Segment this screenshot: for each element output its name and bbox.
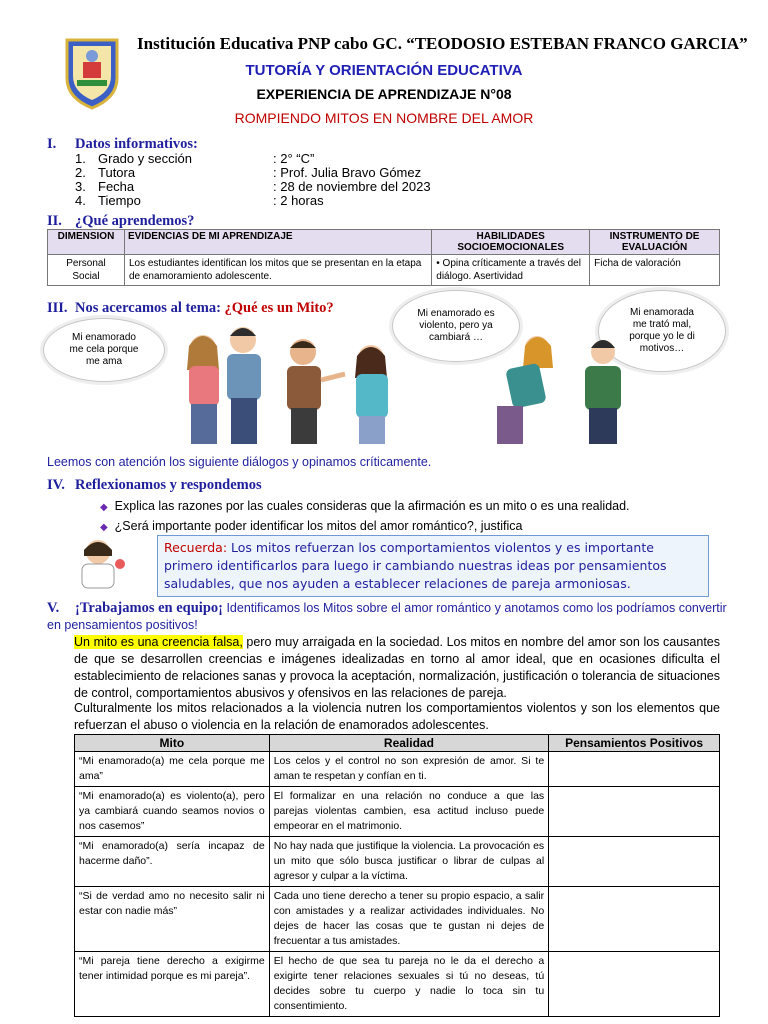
section-5-title: ¡Trabajamos en equipo¡ — [75, 600, 223, 616]
cell-realidad: Los celos y el control no son expresión de amor. Si te aman te respetan y confían en ti. — [269, 752, 549, 787]
list-item — [100, 517, 630, 537]
definition-text: pero muy arraigada en la sociedad. Los mitos en nombre del amor son los causantes de que se desarrollen creencias e imágenes idealizadas en torno al amor ideal, que en ocasiones dificulta el establecimiento de relaciones sanas y provoca la aceptación, normalización, justificación o tolerancia de situaciones de control, comportamientos abusivos y ofensivos en las relaciones de pareja. — [74, 635, 721, 700]
table-row — [75, 837, 720, 887]
table-row — [75, 952, 720, 1017]
list-item-text: ¿Será importante poder identificar los mitos del amor romántico?, justifica — [114, 519, 523, 533]
bubble-text: Mi enamorado es violento, pero ya cambiará … — [417, 308, 495, 343]
cell-realidad: Cada uno tiene derecho a tener su propio espacio, a salir con amistades y a realizar actividades individuales. No dejes de hacer las cosas que te gustan ni dejes de frecuentar a tus amistades. — [269, 887, 549, 952]
section-3-heading — [47, 300, 334, 317]
area-title: TUTORÍA Y ORIENTACIÓN EDUCATIVA — [245, 62, 523, 79]
section-5-number: V. — [47, 600, 60, 616]
cell-instrument: Ficha de valoración — [590, 255, 720, 286]
cell-dimension: Personal Social — [48, 255, 125, 286]
info-number: 2. — [75, 165, 86, 180]
info-label: Fecha — [98, 179, 135, 194]
cell-positivo-input[interactable] — [549, 752, 720, 787]
cell-mito: “Mi enamorado(a) sería incapaz de hacerme daño”. — [75, 837, 270, 887]
cell-mito: “Mi enamorado(a) es violento(a), pero ya cambiará cuando seamos novios o nos casemos” — [75, 787, 270, 837]
col-dimension: DIMENSION — [48, 230, 125, 255]
dialog-caption: Leemos con atención los siguiente diálogos y opinamos críticamente. — [47, 455, 432, 469]
note-text: Los mitos refuerzan los comportamientos violentos y es importante primero identificarlos para luego ir cambiando nuestras ideas por pensamientos saludables, que nos ayuden a establecer relaciones de pareja armoniosas. — [164, 540, 667, 591]
cell-mito: “Mi pareja tiene derecho a exigirme tener intimidad porque es mi pareja”. — [75, 952, 270, 1017]
myths-table — [74, 734, 720, 1017]
cell-mito: “Si de verdad amo no necesito salir ni estar con nadie más” — [75, 887, 270, 952]
culture-paragraph: Culturalmente los mitos relacionados a la violencia nutren los comportamientos violentos y son los elementos que refuerzan el abuso o violencia en la relación de enamorados adolescentes. — [74, 701, 720, 732]
info-number: 1. — [75, 151, 86, 166]
myth-definition — [74, 634, 720, 702]
section-2-heading — [47, 213, 194, 230]
cell-skills: • Opina críticamente a través del diálogo. Asertividad — [432, 255, 590, 286]
info-label: Tiempo — [98, 193, 141, 208]
arrow-bullet-icon: ◆ — [100, 522, 108, 533]
cell-positivo-input[interactable] — [549, 787, 720, 837]
section-2-number: II. — [47, 213, 62, 229]
section-3-number: III. — [47, 300, 68, 316]
col-instrument: INSTRUMENTO DE EVALUACIÓN — [590, 230, 720, 255]
highlighted-definition: Un mito es una creencia falsa, — [74, 635, 243, 649]
table-row — [48, 255, 720, 286]
col-realidad: Realidad — [269, 735, 549, 752]
info-number: 4. — [75, 193, 86, 208]
students-illustration — [175, 318, 635, 446]
remember-note — [157, 535, 709, 597]
section-5-intro: Identificamos los Mitos sobre el amor romántico y anotamos como los podríamos convertir en pensamientos positivos! — [47, 601, 727, 632]
section-4-title: Reflexionamos y respondemos — [75, 477, 262, 493]
reflection-list — [100, 497, 630, 537]
section-1-title: Datos informativos: — [75, 136, 198, 152]
section-2-title: ¿Qué aprendemos? — [75, 213, 195, 229]
table-row — [75, 752, 720, 787]
teacher-illustration — [68, 534, 128, 590]
topic-title: ROMPIENDO MITOS EN NOMBRE DEL AMOR — [234, 110, 534, 126]
cell-evidence: Los estudiantes identifican los mitos que se presentan en la etapa de enamoramiento adolescente. — [124, 255, 431, 286]
cell-positivo-input[interactable] — [549, 837, 720, 887]
cell-positivo-input[interactable] — [549, 887, 720, 952]
learning-table — [47, 229, 720, 286]
arrow-bullet-icon: ◆ — [100, 502, 108, 513]
info-value: : 2 horas — [273, 193, 324, 208]
info-label: Tutora — [98, 165, 136, 180]
info-number: 3. — [75, 179, 86, 194]
info-value: : 2° “C” — [273, 151, 315, 166]
note-label: Recuerda: — [164, 540, 228, 555]
section-4-heading — [47, 477, 262, 494]
bubble-text: Mi enamorada me trató mal, porque yo le di motivos… — [629, 307, 695, 354]
col-mito: Mito — [75, 735, 270, 752]
info-value: : Prof. Julia Bravo Gómez — [273, 165, 422, 180]
section-3-title: Nos acercamos al tema: — [75, 300, 221, 316]
cell-realidad: El hecho de que sea tu pareja no le da el derecho a exigirte tener relaciones sexuales si tú no deseas, tú decides sobre tu cuerpo y nadie lo toca sin tu consentimiento. — [269, 952, 549, 1017]
info-label: Grado y sección — [98, 151, 192, 166]
info-value: : 28 de noviembre del 2023 — [273, 179, 431, 194]
section-3-question: ¿Qué es un Mito? — [224, 300, 334, 316]
cell-realidad: El formalizar en una relación no conduce a que las parejas violentas cambien, esa actitud incluso puede empeorar en el matrimonio. — [269, 787, 549, 837]
cell-positivo-input[interactable] — [549, 952, 720, 1017]
section-5-heading — [47, 600, 727, 634]
institution-title: Institución Educativa PNP cabo GC. “TEODOSIO ESTEBAN FRANCO GARCIA” — [137, 34, 748, 53]
section-1-number: I. — [47, 136, 57, 152]
cell-realidad: No hay nada que justifique la violencia. La provocación es un mito que sólo busca justificar o librar de culpas al agresor y culpar a la víctima. — [269, 837, 549, 887]
col-positivos: Pensamientos Positivos — [549, 735, 720, 752]
experience-title: EXPERIENCIA DE APRENDIZAJE N°08 — [256, 86, 512, 102]
cell-mito: “Mi enamorado(a) me cela porque me ama” — [75, 752, 270, 787]
col-skills: HABILIDADES SOCIOEMOCIONALES — [432, 230, 590, 255]
table-row — [75, 787, 720, 837]
col-evidence: EVIDENCIAS DE MI APRENDIZAJE — [124, 230, 431, 255]
table-row — [75, 887, 720, 952]
list-item — [100, 497, 630, 517]
list-item-text: Explica las razones por las cuales consideras que la afirmación es un mito o es una realidad. — [114, 499, 630, 513]
bubble-text: Mi enamorado me cela porque me ama — [69, 332, 139, 367]
bubble-jealousy — [43, 318, 165, 382]
section-4-number: IV. — [47, 477, 65, 493]
info-list — [75, 151, 575, 211]
